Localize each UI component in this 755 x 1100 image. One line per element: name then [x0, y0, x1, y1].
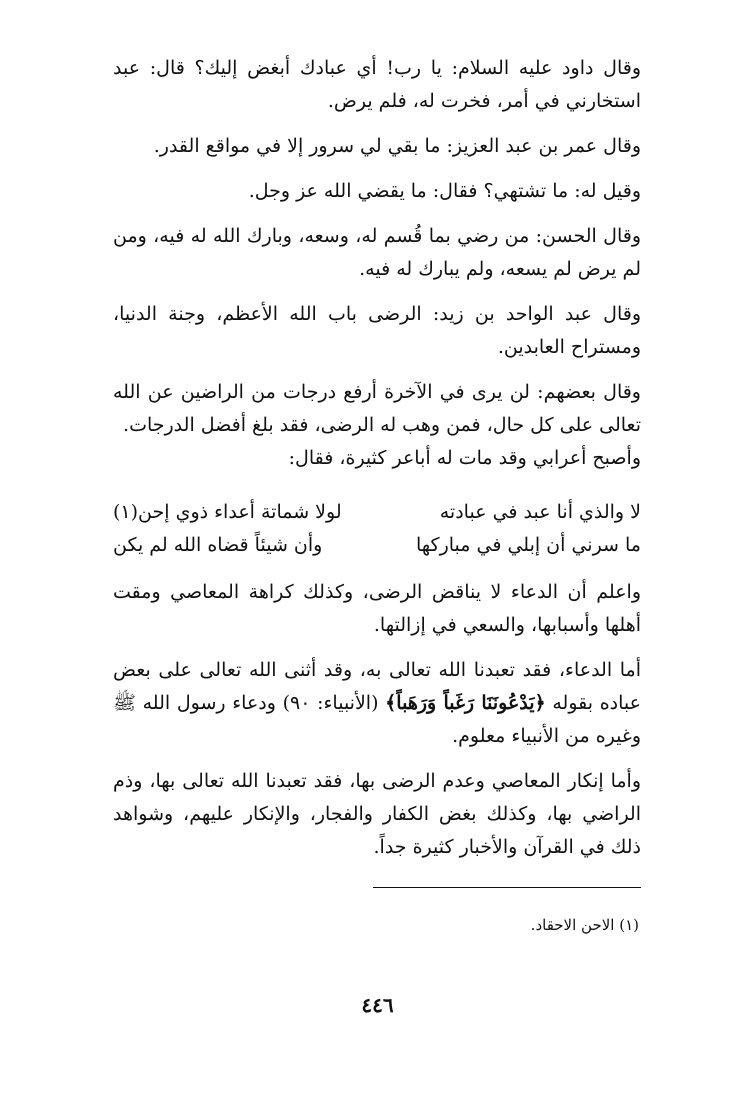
paragraph-arabi: وأصبح أعرابي وقد مات له أباعر كثيرة، فقال:: [288, 447, 641, 469]
paragraph-umar: وقال عمر بن عبد العزيز: ما بقي لي سرور إلا في مواقع القدر.: [153, 135, 641, 157]
poem-line-1: [113, 496, 641, 529]
footnote: (١) الاحن الاحقاد.: [530, 916, 639, 934]
poem: [113, 496, 641, 562]
paragraph-dawud: وقال داود عليه السلام: يا رب! أي عبادك أبغض إليك؟ قال: عبد استخارني في أمر، فخرت له، فلم يرض.: [113, 57, 641, 112]
paragraph-hasan: وقال الحسن: من رضي بما قُسم له، وسعه، وبارك الله له فيه، ومن لم يرض لم يسعه، ولم يبارك له فيه.: [113, 225, 641, 280]
paragraph-qila: وقيل له: ما تشتهي؟ فقال: ما يقضي الله عز وجل.: [248, 180, 641, 202]
ama-duaa-text-after: (الأنبياء: ٩٠) ودعاء رسول الله ﷺ وغيره من الأنبياء معلوم.: [113, 692, 641, 747]
paragraph-abdulwahid: وقال عبد الواحد بن زيد: الرضى باب الله الأعظم، وجنة الدنيا، ومستراح العابدين.: [113, 303, 641, 358]
paragraph-badhuhum: وقال بعضهم: لن يرى في الآخرة أرفع درجات من الراضين عن الله تعالى على كل حال، فمن وهب له الرضى، فقد بلغ أفضل الدرجات.: [113, 381, 641, 436]
paragraph-inkar: وأما إنكار المعاصي وعدم الرضى بها، فقد تعبدنا الله تعالى بها، وذم الراضي بها، وكذلك بغض الكفار والفجار، والإنكار عليهم، وشواهد ذلك في القرآن والأخبار كثيرة جداً.: [113, 770, 641, 858]
main-text-bottom: [113, 576, 641, 864]
paragraph-ama-duaa: [113, 654, 641, 753]
page-number: ٤٤٦: [361, 993, 394, 1017]
ama-duaa-text-before: أما الدعاء، فقد تعبدنا الله تعالى به، وقد أثنى الله تعالى على بعض عباده بقوله: [113, 659, 641, 714]
footnote-divider: [373, 887, 641, 888]
main-text-top: [113, 52, 641, 475]
poem-line-2: [113, 529, 641, 562]
paragraph-duaa: واعلم أن الدعاء لا يناقض الرضى، وكذلك كراهة المعاصي ومقت أهلها وأسبابها، والسعي في إزالتها.: [113, 581, 641, 636]
quran-verse: ﴿يَدْعُونَنَا رَغَباً وَرَهَباً﴾: [385, 692, 546, 714]
poem-line-1-second-hemistich: لولا شماتة أعداء ذوي إحن(١): [113, 501, 342, 523]
poem-line-2-first-hemistich: ما سرني أن إبلي في مباركها: [415, 534, 641, 556]
poem-line-1-first-hemistich: لا والذي أنا عبد في عبادته: [439, 501, 641, 523]
poem-line-2-second-hemistich: وأن شيئاً قضاه الله لم يكن: [113, 534, 323, 556]
